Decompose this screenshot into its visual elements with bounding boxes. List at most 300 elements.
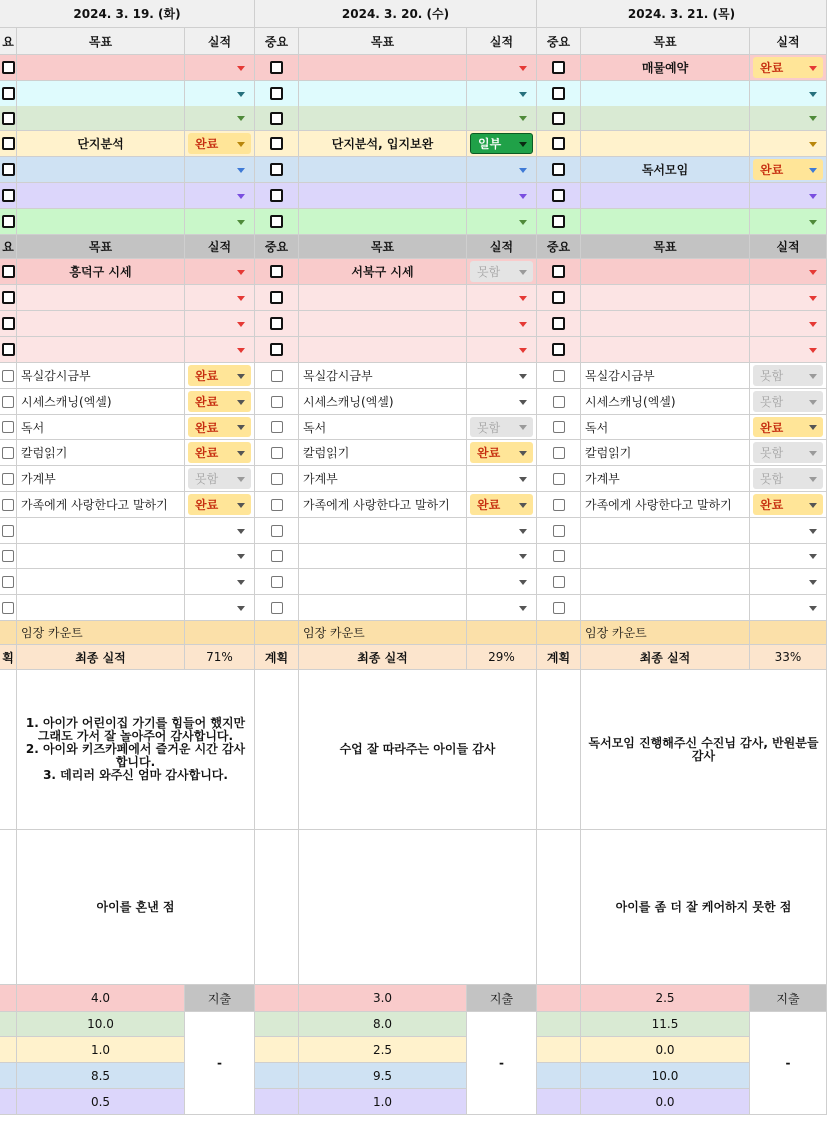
importance-checkbox[interactable] bbox=[2, 447, 14, 459]
value-cell[interactable]: 3.0 bbox=[299, 985, 467, 1012]
habit-result-cell[interactable] bbox=[185, 595, 255, 621]
status-chip[interactable]: 완료 bbox=[753, 159, 823, 180]
importance-checkbox[interactable] bbox=[2, 473, 14, 485]
importance-cell[interactable] bbox=[0, 131, 17, 157]
result-cell[interactable] bbox=[467, 157, 537, 183]
habit-result-cell[interactable] bbox=[467, 595, 537, 621]
habit-checkbox-cell[interactable] bbox=[537, 518, 581, 544]
result-cell[interactable] bbox=[185, 209, 255, 235]
habit-result-cell[interactable] bbox=[750, 569, 827, 595]
habit-cell[interactable]: 독서 bbox=[581, 415, 750, 440]
importance-cell[interactable] bbox=[537, 55, 581, 81]
importance-checkbox[interactable] bbox=[552, 163, 565, 176]
habit-checkbox-cell[interactable] bbox=[537, 415, 581, 440]
importance-checkbox[interactable] bbox=[270, 265, 283, 278]
result-cell[interactable] bbox=[467, 131, 537, 157]
importance-cell[interactable] bbox=[0, 183, 17, 209]
dropdown-arrow-icon[interactable] bbox=[237, 529, 245, 534]
value-cell[interactable]: 2.5 bbox=[581, 985, 750, 1012]
dropdown-arrow-icon[interactable] bbox=[809, 348, 817, 353]
dropdown-arrow-icon[interactable] bbox=[809, 580, 817, 585]
status-chip[interactable]: 못함 bbox=[753, 468, 823, 489]
habit-cell[interactable] bbox=[299, 569, 467, 595]
status-chip[interactable]: 완료 bbox=[188, 494, 251, 515]
importance-checkbox[interactable] bbox=[270, 61, 283, 74]
result-cell[interactable] bbox=[750, 209, 827, 235]
importance-checkbox[interactable] bbox=[2, 291, 15, 304]
habit-cell[interactable]: 가족에게 사랑한다고 말하기 bbox=[17, 492, 185, 518]
importance-checkbox[interactable] bbox=[270, 317, 283, 330]
importance-checkbox[interactable] bbox=[270, 112, 283, 125]
habit-checkbox-cell[interactable] bbox=[255, 492, 299, 518]
habit-result-cell[interactable] bbox=[750, 363, 827, 389]
gratitude-cell[interactable]: 독서모임 진행해주신 수진님 감사, 반원분들 감사 bbox=[581, 670, 827, 830]
habit-checkbox-cell[interactable] bbox=[255, 440, 299, 466]
value-cell[interactable]: 8.0 bbox=[299, 1012, 467, 1037]
importance-checkbox[interactable] bbox=[2, 265, 15, 278]
importance-checkbox[interactable] bbox=[2, 87, 15, 100]
importance-checkbox[interactable] bbox=[2, 317, 15, 330]
importance-checkbox[interactable] bbox=[2, 163, 15, 176]
result-cell[interactable] bbox=[467, 285, 537, 311]
importance-checkbox[interactable] bbox=[553, 499, 565, 511]
habit-result-cell[interactable] bbox=[185, 544, 255, 569]
habit-result-cell[interactable] bbox=[467, 440, 537, 466]
value-cell[interactable]: 4.0 bbox=[17, 985, 185, 1012]
goal-cell[interactable] bbox=[581, 209, 750, 235]
importance-checkbox[interactable] bbox=[2, 499, 14, 511]
habit-result-cell[interactable] bbox=[750, 440, 827, 466]
habit-checkbox-cell[interactable] bbox=[255, 466, 299, 492]
habit-cell[interactable]: 독서 bbox=[299, 415, 467, 440]
dropdown-arrow-icon[interactable] bbox=[809, 142, 817, 147]
dropdown-arrow-icon[interactable] bbox=[809, 477, 817, 482]
importance-checkbox[interactable] bbox=[2, 421, 14, 433]
dropdown-arrow-icon[interactable] bbox=[809, 606, 817, 611]
status-chip[interactable]: 완료 bbox=[188, 417, 251, 437]
importance-cell[interactable] bbox=[0, 259, 17, 285]
value-cell[interactable]: 0.0 bbox=[581, 1037, 750, 1063]
habit-checkbox-cell[interactable] bbox=[255, 415, 299, 440]
habit-checkbox-cell[interactable] bbox=[255, 389, 299, 415]
importance-cell[interactable] bbox=[255, 337, 299, 363]
habit-cell[interactable]: 칼럼읽기 bbox=[299, 440, 467, 466]
dropdown-arrow-icon[interactable] bbox=[237, 503, 245, 508]
dropdown-arrow-icon[interactable] bbox=[809, 503, 817, 508]
dropdown-arrow-icon[interactable] bbox=[809, 425, 817, 430]
importance-checkbox[interactable] bbox=[553, 370, 565, 382]
habit-checkbox-cell[interactable] bbox=[537, 440, 581, 466]
habit-checkbox-cell[interactable] bbox=[537, 466, 581, 492]
dropdown-arrow-icon[interactable] bbox=[237, 194, 245, 199]
habit-cell[interactable]: 시세스캐닝(엑셀) bbox=[581, 389, 750, 415]
result-cell[interactable] bbox=[185, 131, 255, 157]
dropdown-arrow-icon[interactable] bbox=[809, 92, 817, 97]
dropdown-arrow-icon[interactable] bbox=[519, 220, 527, 225]
status-chip[interactable]: 완료 bbox=[188, 391, 251, 412]
importance-cell[interactable] bbox=[255, 259, 299, 285]
importance-cell[interactable] bbox=[0, 157, 17, 183]
importance-cell[interactable] bbox=[537, 311, 581, 337]
importance-cell[interactable] bbox=[255, 81, 299, 107]
importance-checkbox[interactable] bbox=[2, 370, 14, 382]
habit-cell[interactable] bbox=[17, 569, 185, 595]
habit-checkbox-cell[interactable] bbox=[0, 466, 17, 492]
habit-checkbox-cell[interactable] bbox=[0, 415, 17, 440]
habit-checkbox-cell[interactable] bbox=[255, 569, 299, 595]
goal-cell[interactable] bbox=[17, 183, 185, 209]
goal-cell[interactable] bbox=[17, 81, 185, 107]
goal-cell[interactable]: 매물예약 bbox=[581, 55, 750, 81]
habit-cell[interactable] bbox=[17, 595, 185, 621]
habit-result-cell[interactable] bbox=[185, 518, 255, 544]
result-cell[interactable] bbox=[467, 55, 537, 81]
dropdown-arrow-icon[interactable] bbox=[809, 116, 817, 121]
habit-result-cell[interactable] bbox=[467, 415, 537, 440]
result-cell[interactable] bbox=[185, 337, 255, 363]
result-cell[interactable] bbox=[467, 337, 537, 363]
dropdown-arrow-icon[interactable] bbox=[519, 554, 527, 559]
result-cell[interactable] bbox=[750, 311, 827, 337]
status-chip[interactable]: 완료 bbox=[470, 442, 533, 463]
importance-cell[interactable] bbox=[255, 55, 299, 81]
habit-result-cell[interactable] bbox=[467, 389, 537, 415]
dropdown-arrow-icon[interactable] bbox=[809, 529, 817, 534]
importance-cell[interactable] bbox=[537, 259, 581, 285]
importance-checkbox[interactable] bbox=[552, 265, 565, 278]
goal-cell[interactable]: 서북구 시세 bbox=[299, 259, 467, 285]
importance-cell[interactable] bbox=[255, 311, 299, 337]
result-cell[interactable] bbox=[750, 157, 827, 183]
dropdown-arrow-icon[interactable] bbox=[809, 374, 817, 379]
value-cell[interactable]: 2.5 bbox=[299, 1037, 467, 1063]
result-cell[interactable] bbox=[185, 285, 255, 311]
habit-result-cell[interactable] bbox=[750, 389, 827, 415]
importance-cell[interactable] bbox=[0, 337, 17, 363]
importance-checkbox[interactable] bbox=[553, 576, 565, 588]
dropdown-arrow-icon[interactable] bbox=[237, 220, 245, 225]
goal-cell[interactable] bbox=[17, 106, 185, 131]
dropdown-arrow-icon[interactable] bbox=[237, 374, 245, 379]
habit-checkbox-cell[interactable] bbox=[537, 389, 581, 415]
habit-checkbox-cell[interactable] bbox=[0, 518, 17, 544]
result-cell[interactable] bbox=[185, 55, 255, 81]
dropdown-arrow-icon[interactable] bbox=[519, 270, 527, 275]
importance-checkbox[interactable] bbox=[271, 602, 283, 614]
importance-checkbox[interactable] bbox=[2, 137, 15, 150]
importance-cell[interactable] bbox=[537, 209, 581, 235]
status-chip[interactable]: 못함 bbox=[753, 365, 823, 386]
goal-cell[interactable] bbox=[581, 285, 750, 311]
importance-checkbox[interactable] bbox=[552, 343, 565, 356]
habit-result-cell[interactable] bbox=[467, 544, 537, 569]
dropdown-arrow-icon[interactable] bbox=[519, 400, 527, 405]
dropdown-arrow-icon[interactable] bbox=[237, 477, 245, 482]
result-cell[interactable] bbox=[185, 183, 255, 209]
dropdown-arrow-icon[interactable] bbox=[237, 400, 245, 405]
importance-checkbox[interactable] bbox=[2, 215, 15, 228]
result-cell[interactable] bbox=[185, 311, 255, 337]
goal-cell[interactable] bbox=[17, 337, 185, 363]
goal-cell[interactable] bbox=[581, 311, 750, 337]
importance-checkbox[interactable] bbox=[552, 317, 565, 330]
habit-cell[interactable] bbox=[299, 544, 467, 569]
status-chip[interactable]: 완료 bbox=[470, 494, 533, 515]
dropdown-arrow-icon[interactable] bbox=[519, 529, 527, 534]
dropdown-arrow-icon[interactable] bbox=[237, 142, 245, 147]
habit-checkbox-cell[interactable] bbox=[0, 595, 17, 621]
importance-checkbox[interactable] bbox=[552, 137, 565, 150]
expense-value[interactable]: - bbox=[467, 1012, 537, 1115]
importance-checkbox[interactable] bbox=[271, 370, 283, 382]
dropdown-arrow-icon[interactable] bbox=[809, 554, 817, 559]
importance-checkbox[interactable] bbox=[553, 602, 565, 614]
importance-checkbox[interactable] bbox=[270, 343, 283, 356]
importance-cell[interactable] bbox=[0, 311, 17, 337]
habit-checkbox-cell[interactable] bbox=[0, 440, 17, 466]
goal-cell[interactable] bbox=[17, 285, 185, 311]
importance-checkbox[interactable] bbox=[271, 525, 283, 537]
importance-checkbox[interactable] bbox=[553, 473, 565, 485]
reflection-cell[interactable]: 아이를 좀 더 잘 케어하지 못한 점 bbox=[581, 830, 827, 985]
dropdown-arrow-icon[interactable] bbox=[809, 296, 817, 301]
importance-checkbox[interactable] bbox=[2, 576, 14, 588]
importance-checkbox[interactable] bbox=[271, 473, 283, 485]
value-cell[interactable]: 1.0 bbox=[17, 1037, 185, 1063]
dropdown-arrow-icon[interactable] bbox=[519, 66, 527, 71]
result-cell[interactable] bbox=[185, 157, 255, 183]
habit-checkbox-cell[interactable] bbox=[537, 569, 581, 595]
result-cell[interactable] bbox=[750, 55, 827, 81]
status-chip[interactable]: 완료 bbox=[188, 133, 251, 154]
importance-checkbox[interactable] bbox=[2, 61, 15, 74]
result-cell[interactable] bbox=[750, 106, 827, 131]
status-chip[interactable]: 완료 bbox=[188, 365, 251, 386]
result-cell[interactable] bbox=[467, 311, 537, 337]
dropdown-arrow-icon[interactable] bbox=[519, 374, 527, 379]
reflection-cell[interactable]: 아이를 혼낸 점 bbox=[17, 830, 255, 985]
status-chip[interactable]: 완료 bbox=[753, 494, 823, 515]
result-cell[interactable] bbox=[750, 81, 827, 107]
importance-checkbox[interactable] bbox=[270, 137, 283, 150]
dropdown-arrow-icon[interactable] bbox=[809, 66, 817, 71]
importance-cell[interactable] bbox=[0, 209, 17, 235]
value-cell[interactable]: 10.0 bbox=[17, 1012, 185, 1037]
habit-result-cell[interactable] bbox=[750, 492, 827, 518]
result-cell[interactable] bbox=[467, 259, 537, 285]
dropdown-arrow-icon[interactable] bbox=[237, 270, 245, 275]
importance-checkbox[interactable] bbox=[552, 215, 565, 228]
result-cell[interactable] bbox=[467, 106, 537, 131]
status-chip[interactable]: 못함 bbox=[470, 417, 533, 437]
importance-cell[interactable] bbox=[255, 285, 299, 311]
status-chip[interactable]: 완료 bbox=[753, 417, 823, 437]
value-cell[interactable]: 1.0 bbox=[299, 1089, 467, 1115]
goal-cell[interactable] bbox=[17, 157, 185, 183]
habit-cell[interactable]: 가족에게 사랑한다고 말하기 bbox=[299, 492, 467, 518]
dropdown-arrow-icon[interactable] bbox=[519, 451, 527, 456]
goal-cell[interactable]: 단지분석, 입지보완 bbox=[299, 131, 467, 157]
importance-cell[interactable] bbox=[537, 157, 581, 183]
dropdown-arrow-icon[interactable] bbox=[237, 116, 245, 121]
gratitude-cell[interactable]: 수업 잘 따라주는 아이들 감사 bbox=[299, 670, 537, 830]
habit-checkbox-cell[interactable] bbox=[255, 518, 299, 544]
habit-result-cell[interactable] bbox=[467, 492, 537, 518]
habit-checkbox-cell[interactable] bbox=[537, 363, 581, 389]
dropdown-arrow-icon[interactable] bbox=[519, 606, 527, 611]
importance-checkbox[interactable] bbox=[553, 525, 565, 537]
habit-cell[interactable] bbox=[299, 595, 467, 621]
result-cell[interactable] bbox=[185, 259, 255, 285]
result-cell[interactable] bbox=[750, 337, 827, 363]
dropdown-arrow-icon[interactable] bbox=[519, 142, 527, 147]
dropdown-arrow-icon[interactable] bbox=[809, 322, 817, 327]
value-cell[interactable]: 8.5 bbox=[17, 1063, 185, 1089]
habit-cell[interactable] bbox=[581, 569, 750, 595]
importance-checkbox[interactable] bbox=[2, 550, 14, 562]
status-chip[interactable]: 못함 bbox=[753, 391, 823, 412]
status-chip[interactable]: 완료 bbox=[188, 442, 251, 463]
goal-cell[interactable] bbox=[299, 285, 467, 311]
dropdown-arrow-icon[interactable] bbox=[237, 322, 245, 327]
value-cell[interactable]: 0.5 bbox=[17, 1089, 185, 1115]
goal-cell[interactable] bbox=[299, 157, 467, 183]
habit-cell[interactable]: 가계부 bbox=[581, 466, 750, 492]
habit-checkbox-cell[interactable] bbox=[255, 363, 299, 389]
importance-cell[interactable] bbox=[0, 81, 17, 107]
habit-result-cell[interactable] bbox=[185, 492, 255, 518]
goal-cell[interactable] bbox=[581, 131, 750, 157]
habit-result-cell[interactable] bbox=[185, 440, 255, 466]
importance-cell[interactable] bbox=[537, 81, 581, 107]
habit-cell[interactable]: 시세스캐닝(엑셀) bbox=[299, 389, 467, 415]
importance-checkbox[interactable] bbox=[552, 189, 565, 202]
result-cell[interactable] bbox=[467, 183, 537, 209]
dropdown-arrow-icon[interactable] bbox=[519, 322, 527, 327]
importance-cell[interactable] bbox=[537, 106, 581, 131]
importance-checkbox[interactable] bbox=[552, 112, 565, 125]
habit-checkbox-cell[interactable] bbox=[537, 492, 581, 518]
habit-checkbox-cell[interactable] bbox=[0, 389, 17, 415]
habit-result-cell[interactable] bbox=[185, 569, 255, 595]
goal-cell[interactable] bbox=[581, 259, 750, 285]
importance-cell[interactable] bbox=[255, 183, 299, 209]
habit-checkbox-cell[interactable] bbox=[255, 544, 299, 569]
dropdown-arrow-icon[interactable] bbox=[519, 296, 527, 301]
importance-checkbox[interactable] bbox=[270, 87, 283, 100]
goal-cell[interactable] bbox=[299, 209, 467, 235]
habit-cell[interactable]: 목실감시금부 bbox=[299, 363, 467, 389]
habit-cell[interactable]: 가계부 bbox=[299, 466, 467, 492]
dropdown-arrow-icon[interactable] bbox=[237, 168, 245, 173]
status-chip[interactable]: 못함 bbox=[753, 442, 823, 463]
habit-checkbox-cell[interactable] bbox=[537, 544, 581, 569]
habit-result-cell[interactable] bbox=[185, 415, 255, 440]
importance-cell[interactable] bbox=[0, 106, 17, 131]
dropdown-arrow-icon[interactable] bbox=[237, 296, 245, 301]
importance-checkbox[interactable] bbox=[2, 525, 14, 537]
value-cell[interactable]: 9.5 bbox=[299, 1063, 467, 1089]
habit-cell[interactable]: 독서 bbox=[17, 415, 185, 440]
result-cell[interactable] bbox=[467, 81, 537, 107]
habit-result-cell[interactable] bbox=[750, 466, 827, 492]
goal-cell[interactable] bbox=[581, 106, 750, 131]
importance-cell[interactable] bbox=[0, 285, 17, 311]
goal-cell[interactable] bbox=[581, 183, 750, 209]
reflection-cell[interactable] bbox=[299, 830, 537, 985]
result-cell[interactable] bbox=[750, 131, 827, 157]
importance-checkbox[interactable] bbox=[2, 112, 15, 125]
habit-cell[interactable]: 가계부 bbox=[17, 466, 185, 492]
result-cell[interactable] bbox=[750, 259, 827, 285]
habit-result-cell[interactable] bbox=[750, 595, 827, 621]
habit-cell[interactable] bbox=[581, 518, 750, 544]
importance-cell[interactable] bbox=[0, 55, 17, 81]
dropdown-arrow-icon[interactable] bbox=[519, 580, 527, 585]
value-cell[interactable]: 0.0 bbox=[581, 1089, 750, 1115]
importance-checkbox[interactable] bbox=[553, 447, 565, 459]
importance-checkbox[interactable] bbox=[270, 163, 283, 176]
habit-result-cell[interactable] bbox=[467, 518, 537, 544]
expense-value[interactable]: - bbox=[750, 1012, 827, 1115]
value-cell[interactable]: 10.0 bbox=[581, 1063, 750, 1089]
dropdown-arrow-icon[interactable] bbox=[237, 348, 245, 353]
importance-checkbox[interactable] bbox=[553, 550, 565, 562]
habit-checkbox-cell[interactable] bbox=[255, 595, 299, 621]
habit-cell[interactable] bbox=[17, 544, 185, 569]
importance-checkbox[interactable] bbox=[271, 447, 283, 459]
importance-checkbox[interactable] bbox=[271, 396, 283, 408]
importance-checkbox[interactable] bbox=[553, 421, 565, 433]
result-cell[interactable] bbox=[185, 106, 255, 131]
habit-checkbox-cell[interactable] bbox=[0, 492, 17, 518]
importance-checkbox[interactable] bbox=[552, 291, 565, 304]
dropdown-arrow-icon[interactable] bbox=[519, 194, 527, 199]
dropdown-arrow-icon[interactable] bbox=[809, 400, 817, 405]
dropdown-arrow-icon[interactable] bbox=[519, 503, 527, 508]
dropdown-arrow-icon[interactable] bbox=[237, 66, 245, 71]
goal-cell[interactable]: 독서모임 bbox=[581, 157, 750, 183]
habit-result-cell[interactable] bbox=[185, 389, 255, 415]
status-chip[interactable]: 못함 bbox=[188, 468, 251, 489]
habit-cell[interactable]: 목실감시금부 bbox=[581, 363, 750, 389]
importance-checkbox[interactable] bbox=[553, 396, 565, 408]
gratitude-cell[interactable]: 1. 아이가 어린이집 가기를 힘들어 했지만 그래도 가서 잘 놀아주어 감사합니다. 2. 아이와 키즈카페에서 즐거운 시간 감사합니다. 3. 데리러 와주신 엄마 감사합니다. bbox=[17, 670, 255, 830]
habit-result-cell[interactable] bbox=[185, 363, 255, 389]
importance-cell[interactable] bbox=[255, 106, 299, 131]
result-cell[interactable] bbox=[185, 81, 255, 107]
importance-checkbox[interactable] bbox=[270, 291, 283, 304]
goal-cell[interactable] bbox=[581, 337, 750, 363]
result-cell[interactable] bbox=[750, 183, 827, 209]
habit-cell[interactable] bbox=[17, 518, 185, 544]
dropdown-arrow-icon[interactable] bbox=[237, 451, 245, 456]
status-chip[interactable]: 못함 bbox=[470, 261, 533, 282]
goal-cell[interactable] bbox=[299, 311, 467, 337]
result-cell[interactable] bbox=[467, 209, 537, 235]
dropdown-arrow-icon[interactable] bbox=[237, 92, 245, 97]
habit-result-cell[interactable] bbox=[467, 466, 537, 492]
importance-cell[interactable] bbox=[255, 131, 299, 157]
importance-checkbox[interactable] bbox=[270, 215, 283, 228]
habit-result-cell[interactable] bbox=[185, 466, 255, 492]
habit-result-cell[interactable] bbox=[750, 415, 827, 440]
status-chip[interactable]: 완료 bbox=[753, 57, 823, 78]
importance-checkbox[interactable] bbox=[552, 61, 565, 74]
habit-result-cell[interactable] bbox=[750, 544, 827, 569]
habit-cell[interactable] bbox=[581, 595, 750, 621]
habit-cell[interactable]: 가족에게 사랑한다고 말하기 bbox=[581, 492, 750, 518]
